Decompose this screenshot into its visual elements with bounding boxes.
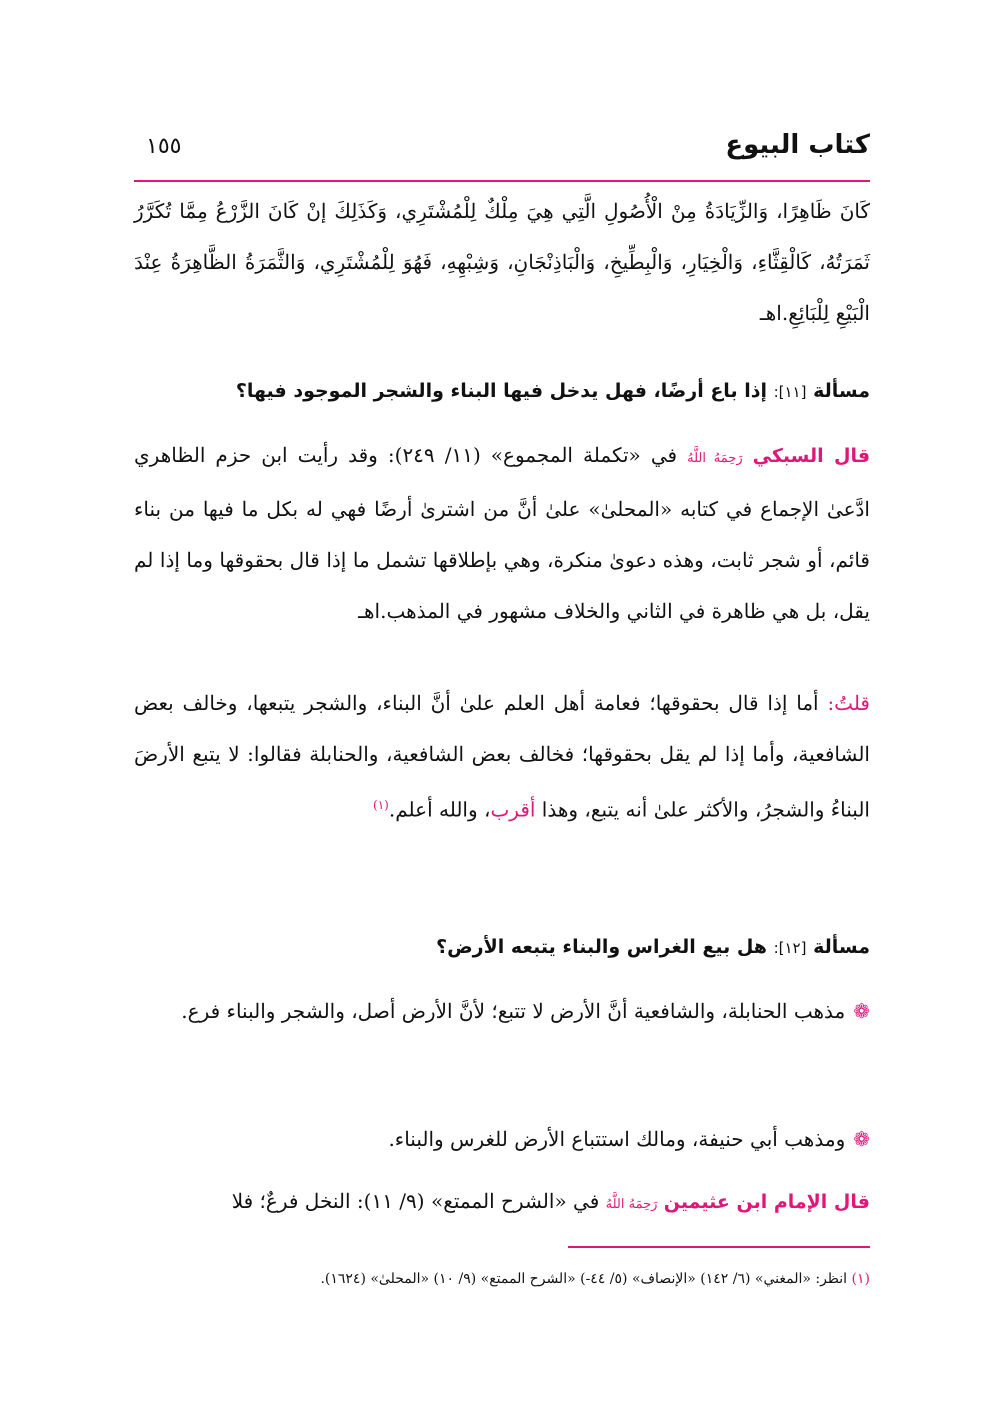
question-text: هل بيع الغراس والبناء يتبعه الأرض؟	[436, 936, 767, 958]
question-label: مسألة	[813, 380, 870, 402]
honorific: رَحِمَهُ اللَّهُ	[605, 1197, 658, 1212]
subki-paragraph	[134, 430, 870, 637]
note-tail: ، والله أعلم.	[388, 797, 491, 822]
quote-text: في «تكملة المجموع» (١١/ ٢٤٩): وقد رأيت ابن حزم الظاهري ادَّعىٰ الإجماع في كتابه «المحلىٰ» علىٰ أنَّ من اشترىٰ أرضًا فهي له بكل ما فيها من بناء قائم، أو شجر ثابت، وهذه دعوىٰ منكرة، وهي بإطلاقها تشمل ما إذا قال بحقوقها وما إذا لم يقل، بل هي ظاهرة في الثاني والخلاف مشهور في المذهب.اهـ	[134, 443, 870, 623]
question-12-heading	[134, 936, 870, 958]
footnote-mark: (١)	[851, 1271, 870, 1287]
quote-text: في «الشرح الممتع» (٩/ ١١): النخل فرعٌ؛ فلا	[231, 1189, 600, 1213]
question-text: إذا باع أرضًا، فهل يدخل فيها البناء والشجر الموجود فيها؟	[235, 380, 767, 402]
bullet-text: ومذهب أبي حنيفة، ومالك استتباع الأرض للغرس والبناء.	[388, 1127, 846, 1151]
footnote-divider	[568, 1246, 870, 1248]
speaker-name: قال السبكي	[752, 445, 871, 467]
running-header	[134, 130, 870, 170]
question-label: مسألة	[813, 936, 870, 958]
page-number: ١٥٥	[146, 134, 182, 159]
bullet-item	[134, 986, 870, 1037]
flower-bullet-icon: ❁	[853, 999, 870, 1023]
speaker-name: قال الإمام ابن عثيمين	[663, 1191, 870, 1213]
book-page	[134, 118, 870, 1308]
bullet-item	[134, 1114, 870, 1165]
honorific: رَحِمَهُ اللَّهُ	[687, 451, 743, 466]
chapter-title: كتاب البيوع	[725, 130, 870, 160]
footnote	[134, 1268, 870, 1290]
opening-quote: كَانَ ظَاهِرًا، وَالزِّيَادَةُ مِنْ الْأُصُولِ الَّتِي هِيَ مِلْكٌ لِلْمُشْتَرِي، وَكَذَلِكَ إنْ كَانَ الزَّرْعُ مِمَّا تُكَرَّرُ ثَمَرَتُهُ، كَالْقِثَّاءِ، وَالْخِيَارِ، وَالْبِطِّيخِ، وَالْبَاذِنْجَانِ، وَشِبْهِهِ، فَهُوَ لِلْمُشْتَرِي، وَالثَّمَرَةُ الظَّاهِرَةُ عِنْدَ الْبَيْعِ لِلْبَائِعِ.اهـ	[134, 199, 870, 325]
note-highlight: أقرب	[490, 797, 536, 822]
note-lead: قلتُ:	[827, 691, 870, 715]
question-11-heading	[134, 380, 870, 402]
author-note-paragraph	[134, 678, 870, 836]
uthaymeen-paragraph	[134, 1176, 870, 1230]
question-number: [١١]:	[773, 383, 807, 401]
footnote-text: انظر: «المغني» (٦/ ١٤٢) «الإنصاف» (٥/ ٤٤-) «الشرح الممتع» (٩/ ١٠) «المحلىٰ» (١٦٢٤).	[320, 1271, 848, 1287]
footnote-reference: (١)	[373, 798, 389, 812]
question-number: [١٢]:	[773, 939, 807, 957]
flower-bullet-icon: ❁	[853, 1127, 870, 1151]
note-text: أما إذا قال بحقوقها؛ فعامة أهل العلم علىٰ أنَّ البناء، والشجر يتبعها، وخالف بعض الشافعية، وأما إذا لم يقل بحقوقها؛ فخالف بعض الشافعية، والحنابلة فقالوا: لا يتبع الأرضَ البناءُ والشجرُ، والأكثر علىٰ أنه يتبع، وهذا	[134, 691, 870, 822]
header-divider	[134, 180, 870, 182]
bullet-text: مذهب الحنابلة، والشافعية أنَّ الأرض لا تتبع؛ لأنَّ الأرض أصل، والشجر والبناء فرع.	[181, 999, 846, 1023]
